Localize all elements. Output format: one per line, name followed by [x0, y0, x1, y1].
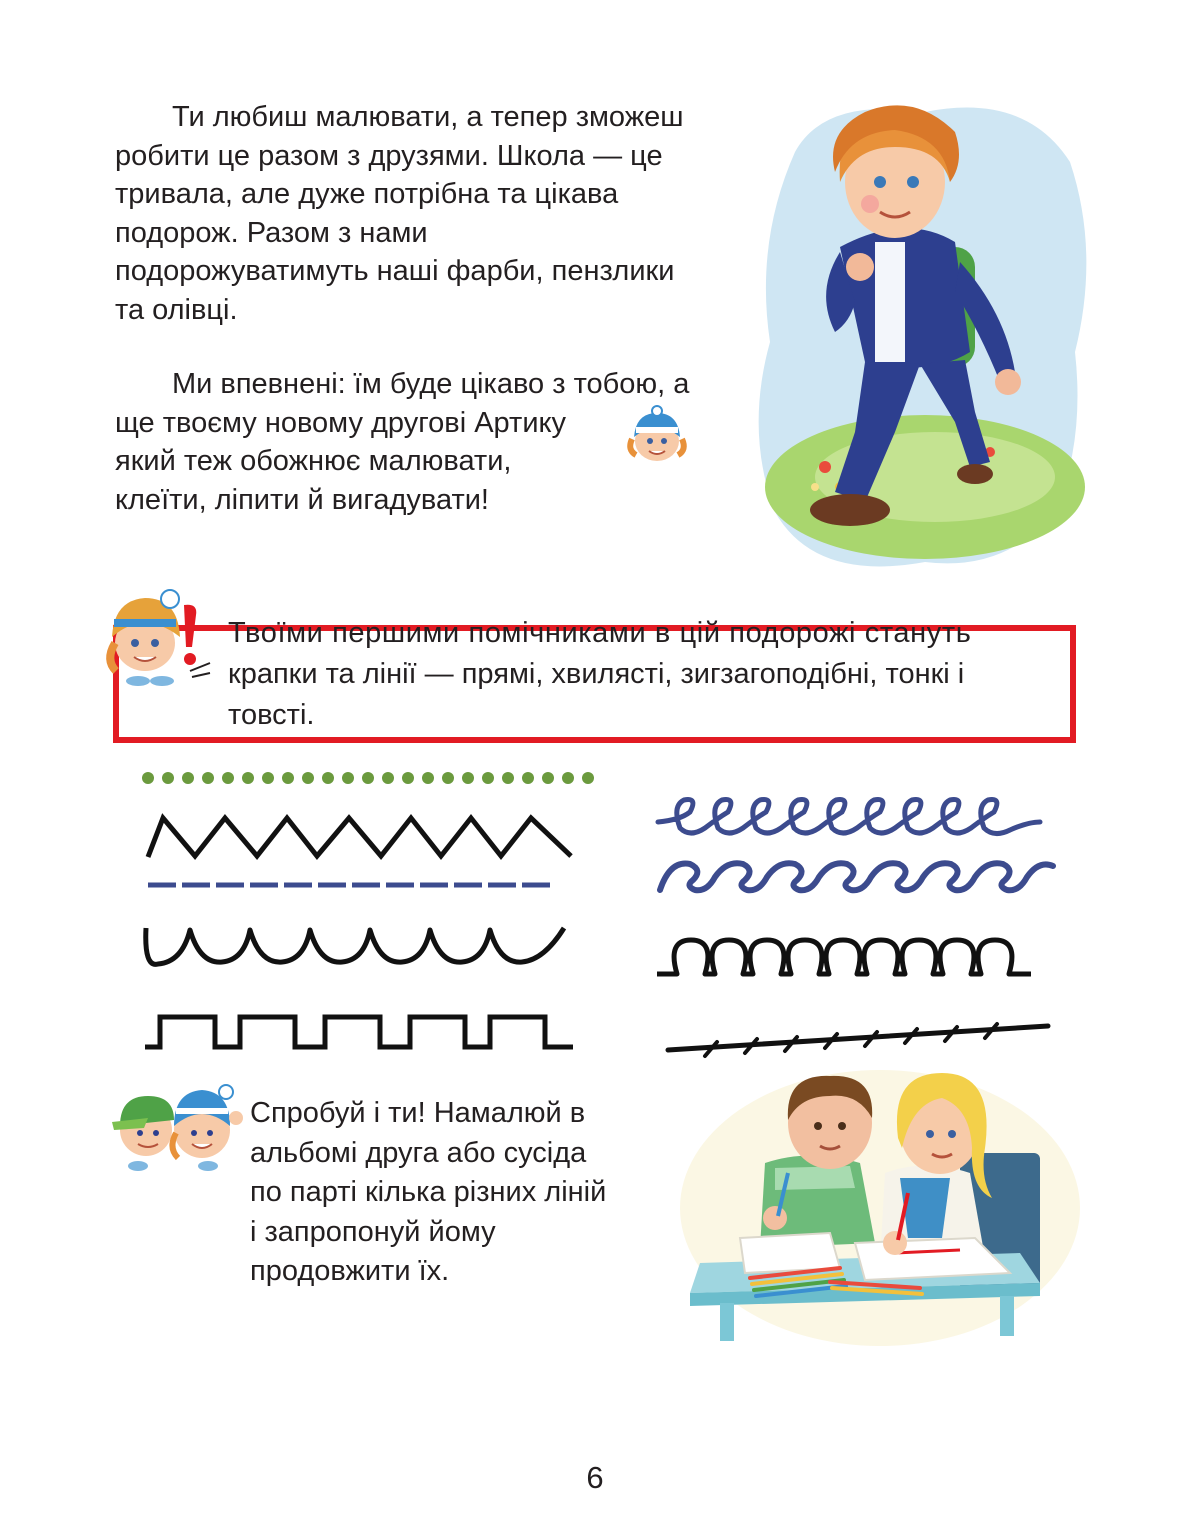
square-wave-line [145, 1012, 575, 1052]
callout-line: крапки та лінії — прямі, хвилясті, зигзагоподібні, тонкі і [228, 658, 965, 690]
blue-dashed-line [145, 879, 555, 891]
slanted-dash-line [665, 1020, 1055, 1058]
paragraph-line [115, 404, 689, 443]
second-paragraph [115, 365, 689, 519]
callout-text [228, 613, 971, 736]
boy-walking-illustration [755, 92, 1090, 584]
intro-line: робити це разом з друзями. Школа — це [115, 139, 663, 172]
page-number: 6 [586, 1460, 604, 1495]
task-line: Спробуй і ти! Намалюй в [250, 1097, 586, 1129]
arch-loop-line [655, 932, 1035, 978]
intro-line: тривала, але дуже потрібна та цікава [115, 178, 619, 210]
wave-curl-line [655, 852, 1065, 900]
task-paragraph [250, 1094, 606, 1292]
intro-line: Ти любиш малювати, а тепер зможеш [172, 101, 684, 133]
callout-line: товсті. [228, 699, 315, 731]
two-mascots-icon [108, 1078, 248, 1173]
intro-line: та олівці. [115, 293, 238, 326]
intro-line: подорожуватимуть наші фарби, пензлики [115, 255, 675, 287]
loop-line [650, 792, 1050, 842]
task-line: по парті кілька різних ліній [250, 1176, 607, 1208]
children-drawing-illustration [680, 1068, 1070, 1343]
artyk-mascot-icon [100, 585, 215, 687]
paragraph-line: який теж обожнює малювати, [115, 445, 512, 477]
scalloped-line [140, 920, 570, 970]
green-dotted-line [140, 768, 600, 788]
paragraph-line: Ми впевнені: їм буде цікаво з тобою, а [172, 368, 690, 400]
artyk-mascot-small-icon [622, 405, 692, 470]
paragraph-line: клеїти, ліпити й вигадувати! [115, 483, 489, 516]
intro-line: подорож. Разом з нами [115, 216, 428, 249]
task-line: і запропонуй йому [250, 1215, 496, 1248]
intro-paragraph [115, 98, 684, 329]
zigzag-line [145, 812, 575, 862]
callout-line: Твоїми першими помічниками в цій подорожі стануть [228, 617, 972, 649]
artyk-mention: ще твоєму новому другові Артику [115, 406, 567, 439]
task-line: продовжити їх. [250, 1255, 450, 1287]
task-line: альбомі друга або сусіда [250, 1136, 587, 1169]
